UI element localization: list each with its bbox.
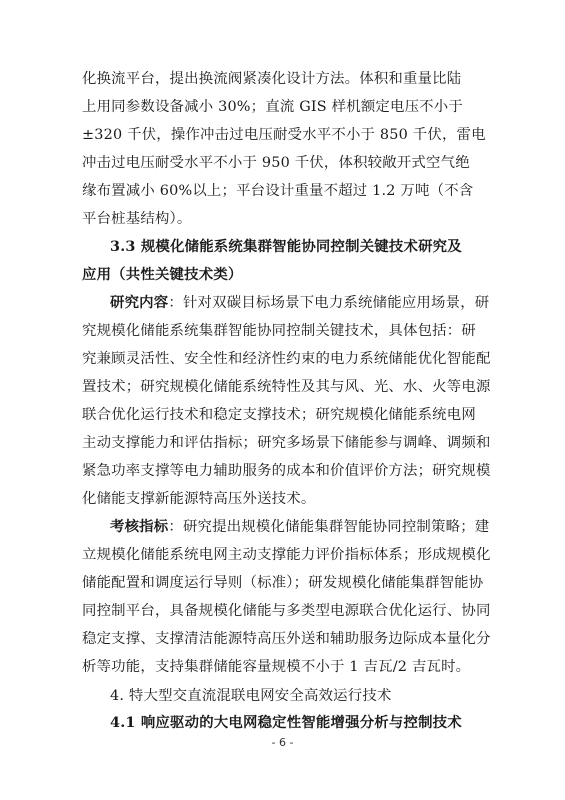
paragraph-line: ±320 千伏，操作冲击过电压耐受水平不小于 850 千伏，雷电 bbox=[82, 127, 486, 143]
assessment-first-text: ：研究提出规模化储能集群智能协同控制策略；建 bbox=[168, 519, 490, 535]
research-line: 置技术；研究规模化储能系统特性及其与风、光、水、火等电源 bbox=[82, 379, 491, 395]
research-line: 联合优化运行技术和稳定支撑技术；研究规模化储能系统电网 bbox=[82, 407, 476, 423]
section-heading-3-3-cont: 应用（共性关键技术类） bbox=[82, 266, 243, 283]
chapter-heading-4: 4. 特大型交直流混联电网安全高效运行技术 bbox=[110, 688, 392, 704]
paragraph-line: 冲击过电压耐受水平不小于 950 千伏，体积较敞开式空气绝 bbox=[82, 155, 470, 171]
assessment-line: 同控制平台，具备规模化储能与多类型电源联合优化运行、协同 bbox=[82, 603, 491, 619]
research-line: 主动支撑能力和评估指标；研究多场景下储能参与调峰、调频和 bbox=[82, 435, 491, 451]
research-first-text: ：针对双碳目标场景下电力系统储能应用场景，研 bbox=[168, 295, 490, 311]
assessment-line: 储能配置和调度运行导则（标准）；研发规模化储能集群智能协 bbox=[82, 575, 484, 591]
paragraph-line: 化换流平台，提出换流阀紧凑化设计方法。体积和重量比陆 bbox=[82, 71, 462, 87]
assessment-first-line bbox=[110, 517, 514, 537]
paragraph-line: 平台桩基结构）。 bbox=[82, 211, 192, 227]
section-heading-3-3: 3.3 规模化储能系统集群智能协同控制关键技术研究及 bbox=[110, 238, 462, 255]
assessment-line: 稳定支撑、支撑清洁能源特高压外送和辅助服务边际成本量化分 bbox=[82, 631, 491, 647]
research-line: 究规模化储能系统集群智能协同控制关键技术，具体包括：研 bbox=[82, 323, 476, 339]
research-line: 究兼顾灵活性、安全性和经济性约束的电力系统储能优化智能配 bbox=[82, 351, 491, 367]
research-line: 化储能支撑新能源特高压外送技术。 bbox=[82, 491, 316, 507]
research-first-line bbox=[110, 293, 514, 313]
research-label: 研究内容 bbox=[110, 294, 169, 311]
research-line: 紧急功率支撑等电力辅助服务的成本和价值评价方法；研究规模 bbox=[82, 463, 491, 479]
assessment-label: 考核指标 bbox=[110, 518, 169, 535]
paragraph-line: 缘布置减小 60%以上；平台设计重量不超过 1.2 万吨（不含 bbox=[82, 183, 474, 199]
paragraph-line: 上用同参数设备减小 30%；直流 GIS 样机额定电压不小于 bbox=[82, 99, 463, 115]
page-number: - 6 - bbox=[271, 736, 294, 749]
assessment-line: 立规模化储能系统电网主动支撑能力评价指标体系；形成规模化 bbox=[82, 547, 491, 563]
section-heading-4-1: 4.1 响应驱动的大电网稳定性智能增强分析与控制技术 bbox=[110, 714, 462, 731]
assessment-line: 析等功能，支持集群储能容量规模不小于 1 吉瓦/2 吉瓦时。 bbox=[82, 659, 471, 675]
